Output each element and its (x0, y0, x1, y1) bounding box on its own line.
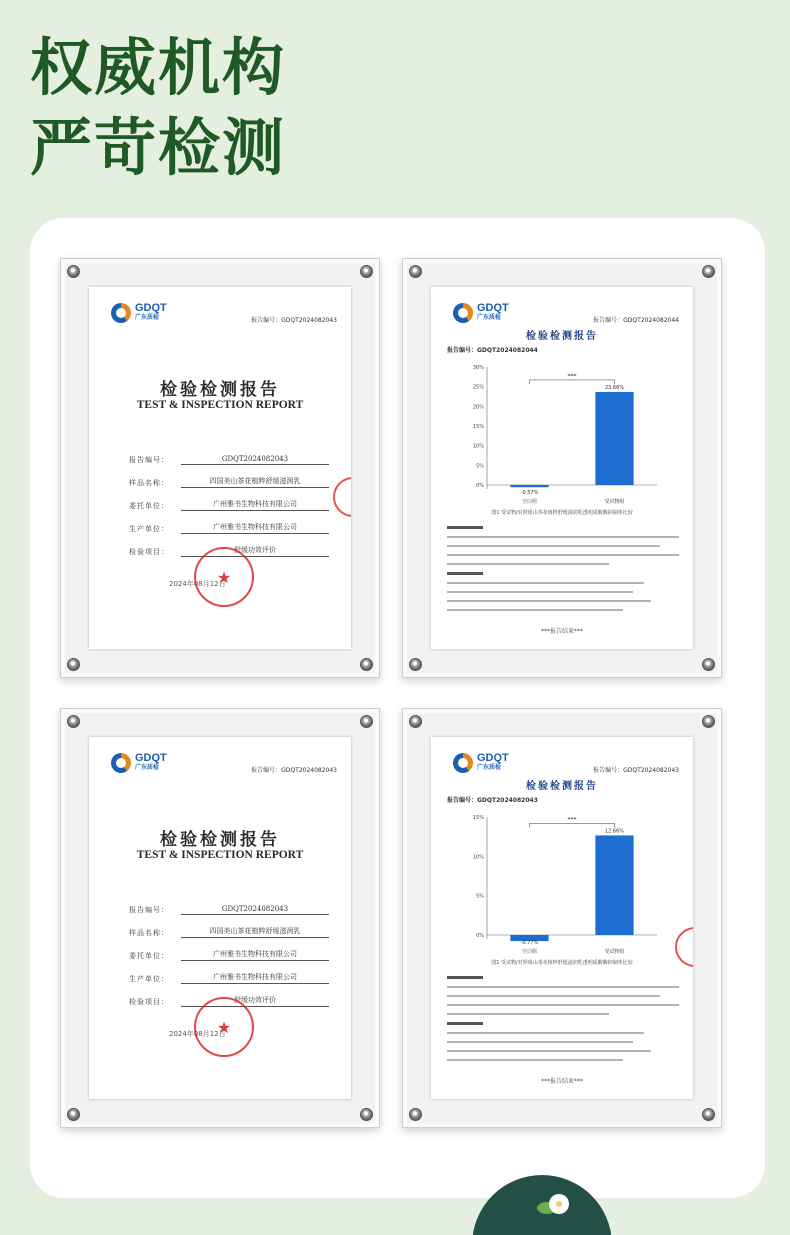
report-end-mark: ***报告结束*** (540, 1078, 583, 1085)
y-tick-label: 20% (472, 404, 484, 411)
inhibition-chart-svg (447, 807, 677, 957)
significance-bracket (530, 823, 615, 827)
certificate-frame-cover-1[interactable] (60, 258, 380, 678)
screw-icon (67, 715, 80, 728)
report-end-mark: ***报告结束*** (540, 628, 583, 635)
screw-icon (702, 658, 715, 671)
certificate-paper (431, 287, 693, 649)
category-label: 受试物组 (604, 949, 625, 955)
screw-icon (67, 265, 80, 278)
screw-icon (409, 658, 422, 671)
certificate-frame-cover-2[interactable] (60, 708, 380, 1128)
headline (30, 28, 286, 188)
gdqt-logo-icon (111, 303, 131, 323)
camellia-flower-icon (535, 1190, 575, 1220)
screw-icon (702, 715, 715, 728)
field-row: 检验项目： 舒缓功效评价 (129, 534, 329, 557)
certificate-paper (431, 737, 693, 1099)
logo-subtext: 广东质检 (135, 315, 160, 321)
red-seal-icon: ★ (194, 547, 254, 607)
logo-subtext: 广东质检 (477, 765, 502, 771)
field-row: 报告编号： GDQT2024082043 (129, 892, 329, 915)
screw-icon (409, 1108, 422, 1121)
y-tick-label: 10% (472, 854, 484, 861)
y-tick-label: 0% (476, 933, 484, 939)
gdqt-logo (111, 303, 167, 323)
y-tick-label: 5% (476, 463, 484, 470)
report-body-text (447, 969, 679, 1061)
logo-text: GDQT (135, 752, 167, 764)
category-label: 空白组 (521, 499, 538, 505)
screw-icon (360, 715, 373, 728)
bar (595, 392, 633, 485)
inhibition-chart-svg (447, 357, 677, 507)
red-seal-icon: ★ (194, 997, 254, 1057)
field-row: 检验项目： 舒缓功效评价 (129, 984, 329, 1007)
y-tick-label: 25% (472, 384, 484, 391)
field-row: 生产单位： 广州雅书生物科技有限公司 (129, 961, 329, 984)
bar-value-label: -0.57% (520, 490, 539, 496)
logo-subtext: 广东质检 (135, 765, 160, 771)
screw-icon (409, 715, 422, 728)
report-number-line: 报告编号：GDQT2024082043 (447, 797, 538, 804)
logo-text: GDQT (477, 752, 509, 764)
gdqt-logo (453, 303, 509, 323)
report-title-cn: 检验检测报告 (160, 830, 280, 850)
gdqt-logo-icon (453, 753, 473, 773)
screw-icon (67, 658, 80, 671)
report-number: 报告编号：GDQT2024082043 (593, 767, 679, 774)
report-fields (129, 442, 329, 557)
report-number: 报告编号：GDQT2024082043 (251, 767, 337, 774)
y-tick-label: 15% (472, 815, 484, 821)
report-number-line: 报告编号：GDQT2024082044 (447, 347, 538, 354)
field-row: 委托单位： 广州雅书生物科技有限公司 (129, 938, 329, 961)
chart-caption: 图1 受试物/对照组山茶花植粹舒缓滋润乳透明质酸酶抑制率比较 (491, 960, 633, 966)
gdqt-logo (453, 753, 509, 773)
seam-seal-icon (333, 477, 351, 517)
report-fields (129, 892, 329, 1007)
field-row: 样品名称： 四国美山茶花植粹舒缓滋润乳 (129, 915, 329, 938)
headline-line-1: 权威机构 (30, 31, 287, 104)
screw-icon (360, 265, 373, 278)
stamp-date: 2024年08月12日 (169, 580, 226, 588)
screw-icon (409, 265, 422, 278)
bar-value-label: 23.66% (604, 384, 625, 391)
report-title: 检验检测报告 (526, 331, 598, 342)
gdqt-logo-icon (111, 753, 131, 773)
report-number: 报告编号：GDQT2024082044 (593, 317, 679, 324)
report-title-en: TEST & INSPECTION REPORT (136, 849, 304, 861)
bar (510, 485, 548, 487)
y-tick-label: 10% (472, 443, 484, 450)
gdqt-logo-icon (453, 303, 473, 323)
field-row: 样品名称： 四国美山茶花植粹舒缓滋润乳 (129, 465, 329, 488)
report-title-en: TEST & INSPECTION REPORT (136, 399, 304, 411)
field-row: 报告编号： GDQT2024082043 (129, 442, 329, 465)
logo-text: GDQT (135, 302, 167, 314)
y-tick-label: 30% (472, 365, 484, 371)
significance-label: *** (567, 372, 577, 380)
certificate-paper (89, 287, 351, 649)
screw-icon (702, 265, 715, 278)
field-row: 委托单位： 广州雅书生物科技有限公司 (129, 488, 329, 511)
screw-icon (360, 1108, 373, 1121)
logo-text: GDQT (477, 302, 509, 314)
certificate-frame-report-2[interactable] (402, 708, 722, 1128)
report-title: 检验检测报告 (526, 781, 598, 792)
significance-label: *** (567, 816, 577, 824)
screw-icon (360, 658, 373, 671)
category-label: 空白组 (521, 949, 538, 955)
significance-bracket (530, 380, 615, 384)
chart-caption: 图1 受试物/对照组山茶花植粹舒缓滋润乳透明质酸酶抑制率比较 (491, 510, 633, 516)
category-label: 受试物组 (604, 499, 625, 505)
gdqt-logo (111, 753, 167, 773)
report-body-text (447, 519, 679, 611)
bar (595, 835, 633, 935)
screw-icon (67, 1108, 80, 1121)
y-tick-label: 0% (476, 483, 484, 489)
report-number: 报告编号：GDQT2024082043 (251, 317, 337, 324)
certificate-frame-report-1[interactable] (402, 258, 722, 678)
field-row: 生产单位： 广州雅书生物科技有限公司 (129, 511, 329, 534)
stamp-date: 2024年08月12日 (169, 1030, 226, 1038)
inhibition-chart (447, 357, 677, 507)
bar-value-label: 12.66% (604, 828, 625, 835)
report-title-cn: 检验检测报告 (160, 380, 280, 400)
logo-subtext: 广东质检 (477, 315, 502, 321)
certificate-paper (89, 737, 351, 1099)
y-tick-label: 15% (472, 424, 484, 430)
screw-icon (702, 1108, 715, 1121)
inhibition-chart (447, 807, 677, 957)
bar-value-label: -0.77% (520, 940, 539, 946)
headline-line-2: 严苛检测 (30, 111, 287, 184)
y-tick-label: 5% (476, 893, 484, 900)
